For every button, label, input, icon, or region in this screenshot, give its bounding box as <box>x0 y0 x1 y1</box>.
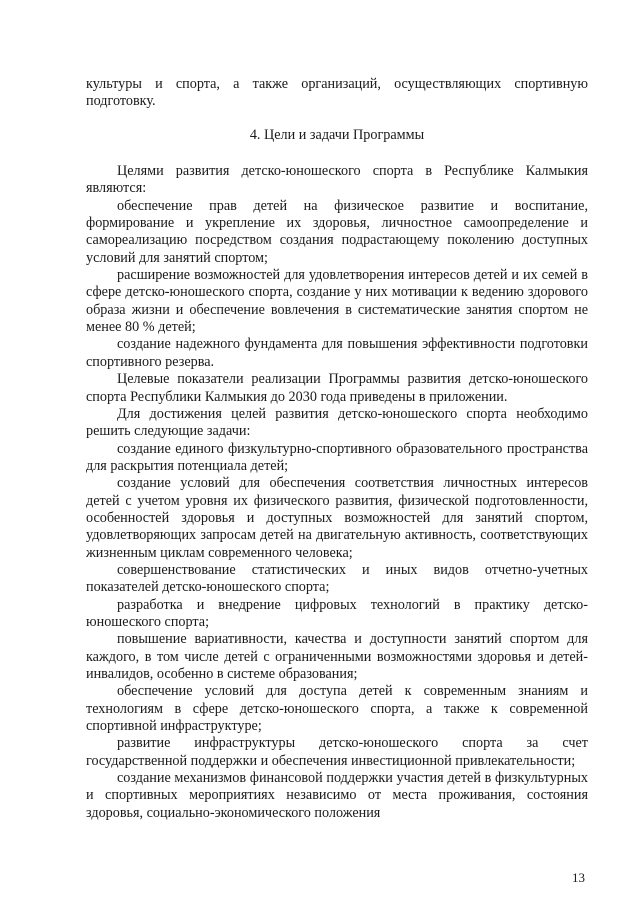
section-heading: 4. Цели и задачи Программы <box>249 126 425 143</box>
goal-rights-paragraph: обеспечение прав детей на физическое развитие и воспитание, формирование и укрепление их здоровья, личностное самоопределение и самореализацию посредством создания подрастающему поколению доступных условий для занятий спортом; <box>86 197 588 266</box>
tasks-intro-paragraph: Для достижения целей развития детско-юношеского спорта необходимо решить следующие задачи: <box>86 405 588 440</box>
task-variability-paragraph: повышение вариативности, качества и доступности занятий спортом для каждого, в том числе детей с ограниченными возможностями здоровья и детей-инвалидов, особенно в системе образования; <box>86 631 588 682</box>
task-statistics-paragraph: совершенствование статистических и иных видов отчетно-учетных показателей детско-юношеского спорта; <box>86 561 588 596</box>
intro-continuation-paragraph: культуры и спорта, а также организаций, осуществляющих спортивную подготовку. <box>86 76 588 110</box>
goal-foundation-paragraph: создание надежного фундамента для повышения эффективности подготовки спортивного резерва. <box>86 336 588 370</box>
task-conditions-paragraph: создание условий для обеспечения соответствия личностных интересов детей с учетом уровня их физического развития, физической подготовленности, особенностей здоровья и доступных возможностей для занятий спортом, удовлетворяющих запросам детей на двигательную активность, соответствующих жизненным циклам современного человека; <box>86 475 588 561</box>
task-financial-paragraph: создание механизмов финансовой поддержки участия детей в физкультурных и спортивных мероприятиях независимо от места проживания, состояния здоровья, социально-экономического положения <box>86 770 588 821</box>
task-digital-paragraph: разработка и внедрение цифровых технологий в практику детско-юношеского спорта; <box>86 596 588 630</box>
task-unified-space-paragraph: создание единого физкультурно-спортивного образовательного пространства для раскрытия потенциала детей; <box>86 440 588 474</box>
task-access-paragraph: обеспечение условий для доступа детей к современным знаниям и технологиям в сфере детско-юношеского спорта, а также к современной спортивной инфраструктуре; <box>86 683 588 735</box>
goals-intro-paragraph: Целями развития детско-юношеского спорта в Республике Калмыкия являются: <box>86 163 588 197</box>
goal-opportunities-paragraph: расширение возможностей для удовлетворения интересов детей и их семей в сфере детско-юношеского спорта, создание у них мотивации к ведению здорового образа жизни и обеспечение вовлечения в систематические занятия спортом не менее 80 % детей; <box>86 267 588 336</box>
page-number: 13 <box>572 870 585 885</box>
target-indicators-paragraph: Целевые показатели реализации Программы развития детско-юношеского спорта Республики Калмыкия до 2030 года приведены в приложении. <box>86 371 588 405</box>
task-infrastructure-paragraph: развитие инфраструктуры детско-юношеского спорта за счет государственной поддержки и обеспечения инвестиционной привлекательности; <box>86 735 588 769</box>
page-content <box>86 76 588 822</box>
